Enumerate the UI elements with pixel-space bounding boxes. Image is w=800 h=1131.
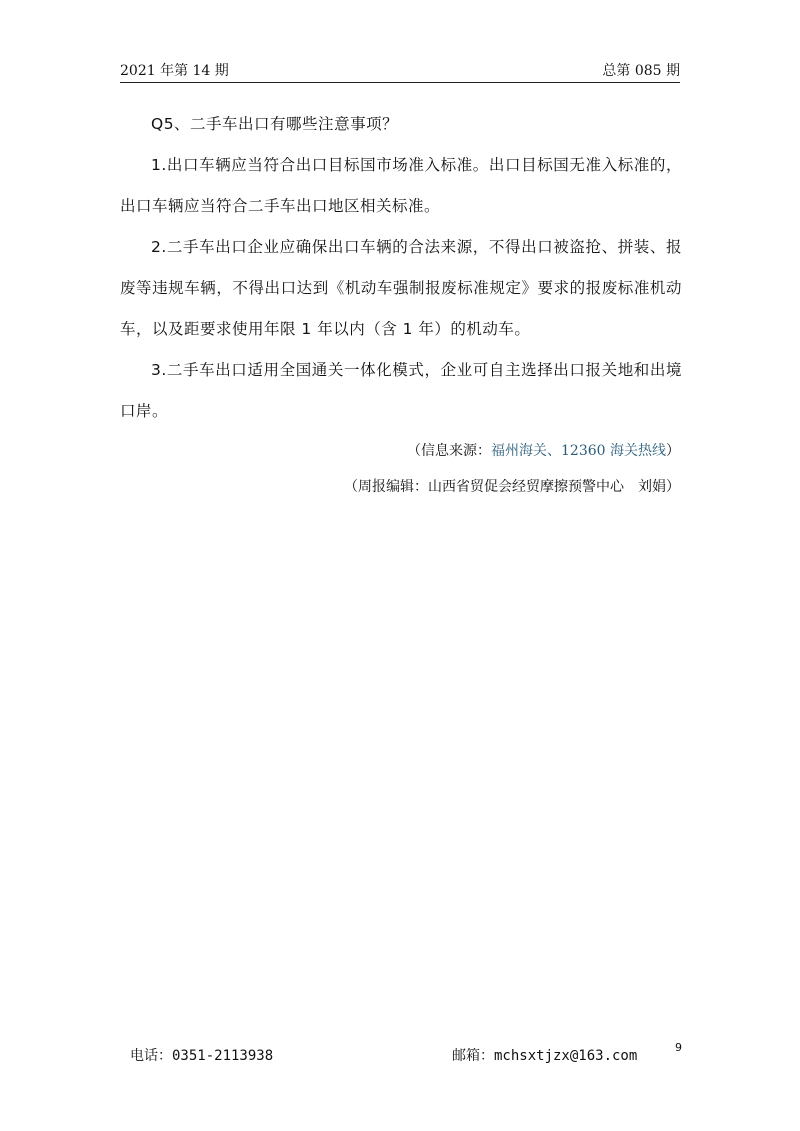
page-footer [130,1041,690,1065]
page-number: 9 [675,1041,682,1054]
source-prefix: （信息来源： [407,443,491,459]
editor-line: （周报编辑：山西省贸促会经贸摩擦预警中心 刘娟） [344,479,680,495]
page-header [120,60,680,83]
answer-paragraph-3: 3.二手车出口适用全国通关一体化模式，企业可自主选择出口报关地和出境口岸。 [120,361,682,420]
answer-paragraph-2: 2.二手车出口企业应确保出口车辆的合法来源，不得出口被盗抢、拼装、报废等违规车辆，不得出口达到《机动车强制报废标准规定》要求的报废标准机动车，以及距要求使用年限 1 年以内（含 1 年）的机动车。 [120,238,682,338]
footer-phone: 电话：0351-2113938 [130,1048,274,1064]
issue-number: 2021 年第 14 期 [120,63,229,79]
article-body [120,104,682,432]
source-text: 福州海关、12360 海关热线 [491,443,666,459]
answer-paragraph-1: 1.出口车辆应当符合出口目标国市场准入标准。出口目标国无准入标准的，出口车辆应当符合二手车出口地区相关标准。 [120,156,682,215]
question-heading: Q5、二手车出口有哪些注意事项？ [151,115,399,133]
total-issue-number: 总第 085 期 [602,63,680,79]
source-suffix: ） [666,443,680,459]
source-line [120,440,680,460]
footer-email: 邮箱：mchsxtjzx@163.com [452,1048,638,1064]
